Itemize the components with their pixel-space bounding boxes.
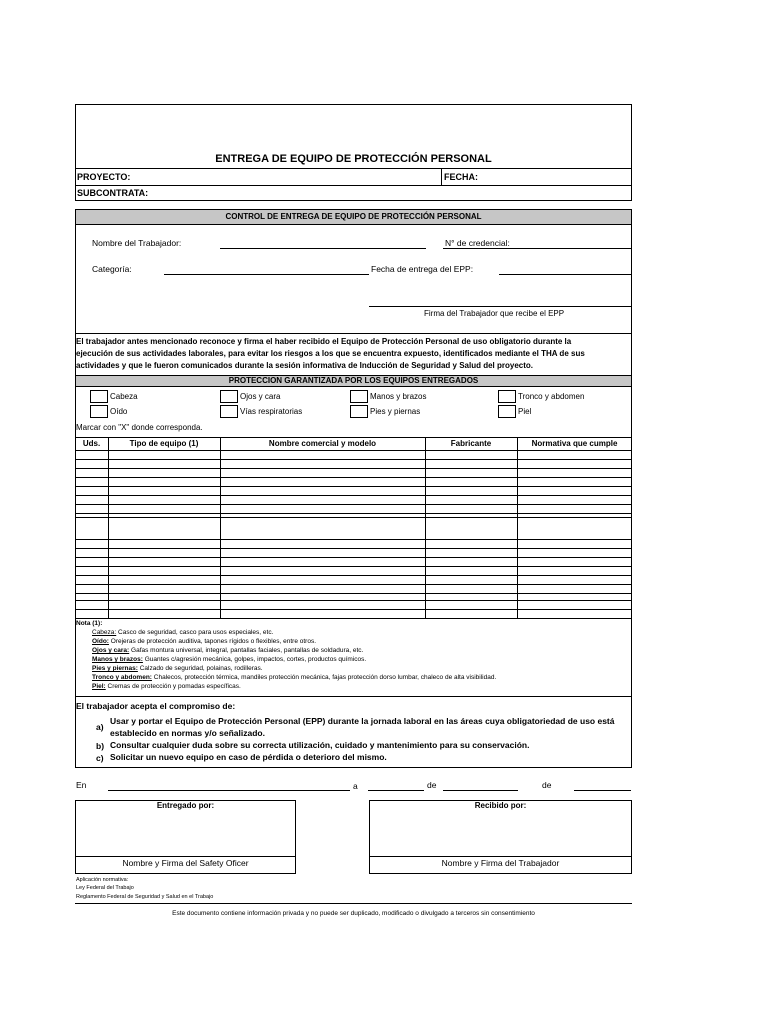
delivery-date-label: Fecha de entrega del EPP:	[371, 264, 474, 274]
commitment-a-letter: a)	[96, 722, 104, 732]
checkbox-oido[interactable]	[90, 405, 108, 418]
option-cabeza: Cabeza	[110, 392, 138, 401]
law-2: Reglamento Federal de Seguridad y Salud en el Trabajo	[76, 894, 214, 900]
worker-name-field[interactable]	[220, 248, 426, 249]
note-cabeza: Cabeza: Casco de seguridad, casco para usos especiales, etc.	[92, 629, 274, 636]
year-field[interactable]	[574, 790, 631, 791]
place-field[interactable]	[108, 790, 350, 791]
applicable-law-label: Aplicación normativa:	[76, 877, 129, 883]
received-by-title: Recibido por:	[474, 801, 527, 810]
col-header-norm: Normativa que cumple	[531, 439, 618, 448]
received-sign-label: Nombre y Firma del Trabajador	[441, 858, 560, 868]
mark-instruction: Marcar con "X" donde corresponda.	[76, 423, 203, 432]
statement-line-3: actividades y que le fueron comunicados durante la sesión informativa de Inducción de Seguridad y Salud del proyecto.	[76, 361, 533, 370]
place-a-label: a	[353, 781, 358, 791]
notes-title: Nota (1):	[76, 620, 103, 627]
commitment-c-letter: c)	[96, 753, 104, 763]
commitment-b-letter: b)	[96, 741, 105, 751]
category-label: Categoría:	[92, 264, 132, 274]
delivered-by-title: Entregado por:	[156, 801, 215, 810]
col-header-type: Tipo de equipo (1)	[129, 439, 199, 448]
place-de-label-1: de	[427, 780, 437, 790]
place-en-label: En	[76, 780, 87, 790]
subcontract-label: SUBCONTRATA:	[77, 188, 149, 198]
option-tronco-abdomen: Tronco y abdomen	[518, 392, 585, 401]
page-title: ENTREGA DE EQUIPO DE PROTECCIÓN PERSONAL	[215, 153, 492, 165]
statement-line-1: El trabajador antes mencionado reconoce y firma el haber recibido el Equipo de Protección Personal de uso obligatorio durante la	[76, 337, 572, 346]
commitment-b-text: Consultar cualquier duda sobre su correcta utilización, cuidado y mantenimiento para su conservación.	[110, 740, 530, 750]
note-oido: Oído: Orejeras de protección auditiva, tapones rígidos o flexibles, entre otros.	[92, 638, 316, 645]
checkbox-ojos-cara[interactable]	[220, 390, 238, 403]
option-pies-piernas: Pies y piernas	[370, 407, 421, 416]
note-ojos-cara: Ojos y cara: Gafas montura universal, integral, pantallas faciales, pantallas de soldadura, etc.	[92, 647, 364, 654]
commitment-a-line-1: Usar y portar el Equipo de Protección Personal (EPP) durante la jornada laboral en las áreas cuya obligatoriedad de uso está	[110, 716, 615, 726]
commitment-title: El trabajador acepta el compromiso de:	[76, 701, 236, 711]
option-vias-respiratorias: Vías respiratorias	[240, 407, 303, 416]
checkbox-cabeza[interactable]	[90, 390, 108, 403]
category-field[interactable]	[164, 274, 369, 275]
col-header-model: Nombre comercial y modelo	[268, 439, 377, 448]
received-signature-line[interactable]	[369, 856, 632, 857]
disclaimer: Este documento contiene información privada y no puede ser duplicado, modificado o divulgado a terceros sin consentimiento	[172, 910, 535, 917]
commitment-c-text: Solicitar un nuevo equipo en caso de pérdida o deterioro del mismo.	[110, 752, 387, 762]
commitment-a-line-2: establecido en normas y/o señalizado.	[110, 728, 265, 738]
day-field[interactable]	[368, 790, 424, 791]
worker-signature-line[interactable]	[369, 306, 631, 307]
law-1: Ley Federal del Trabajo	[76, 885, 134, 891]
delivered-sign-label: Nombre y Firma del Safety Oficer	[122, 858, 249, 868]
col-header-units: Uds.	[82, 439, 101, 448]
checkbox-piel[interactable]	[498, 405, 516, 418]
credential-field[interactable]	[443, 248, 631, 249]
note-pies-piernas: Pies y piernas: Calzado de seguridad, polainas, rodilleras.	[92, 665, 263, 672]
option-manos-brazos: Manos y brazos	[370, 392, 427, 401]
note-manos-brazos: Manos y brazos: Guantes c/agresión mecánica, golpes, impactos, cortes, productos químicos.	[92, 656, 367, 663]
control-title: CONTROL DE ENTREGA DE EQUIPO DE PROTECCIÓN PERSONAL	[225, 212, 482, 221]
checkbox-tronco-abdomen[interactable]	[498, 390, 516, 403]
checkbox-manos-brazos[interactable]	[350, 390, 368, 403]
checkbox-pies-piernas[interactable]	[350, 405, 368, 418]
protection-title: PROTECCION GARANTIZADA POR LOS EQUIPOS ENTREGADOS	[228, 376, 479, 385]
delivered-signature-line[interactable]	[75, 856, 296, 857]
option-ojos-cara: Ojos y cara	[240, 392, 281, 401]
signature-label: Firma del Trabajador que recibe el EPP	[424, 309, 565, 318]
place-de-label-2: de	[542, 780, 552, 790]
worker-name-label: Nombre del Trabajador:	[92, 238, 182, 248]
note-piel: Piel: Cremas de protección y pomadas específicas.	[92, 683, 241, 690]
note-tronco-abdomen: Tronco y abdomen: Chalecos, protección térmica, mandiles protección mecánica, fajas protección dorso lumbar, chaleco de alta visibilidad.	[92, 674, 497, 681]
project-label: PROYECTO:	[77, 172, 131, 182]
credential-label: N° de credencial:	[445, 238, 510, 248]
checkbox-vias-respiratorias[interactable]	[220, 405, 238, 418]
statement-line-2: ejecución de sus actividades laborales, para evitar los riesgos a los que se encuentra expuesto, identificados mediante el THA de sus	[76, 349, 585, 358]
col-header-maker: Fabricante	[450, 439, 492, 448]
delivery-date-field[interactable]	[499, 274, 631, 275]
date-label: FECHA:	[444, 172, 478, 182]
month-field[interactable]	[443, 790, 518, 791]
option-oido: Oído	[110, 407, 128, 416]
equipment-table	[75, 437, 632, 619]
option-piel: Piel	[518, 407, 532, 416]
